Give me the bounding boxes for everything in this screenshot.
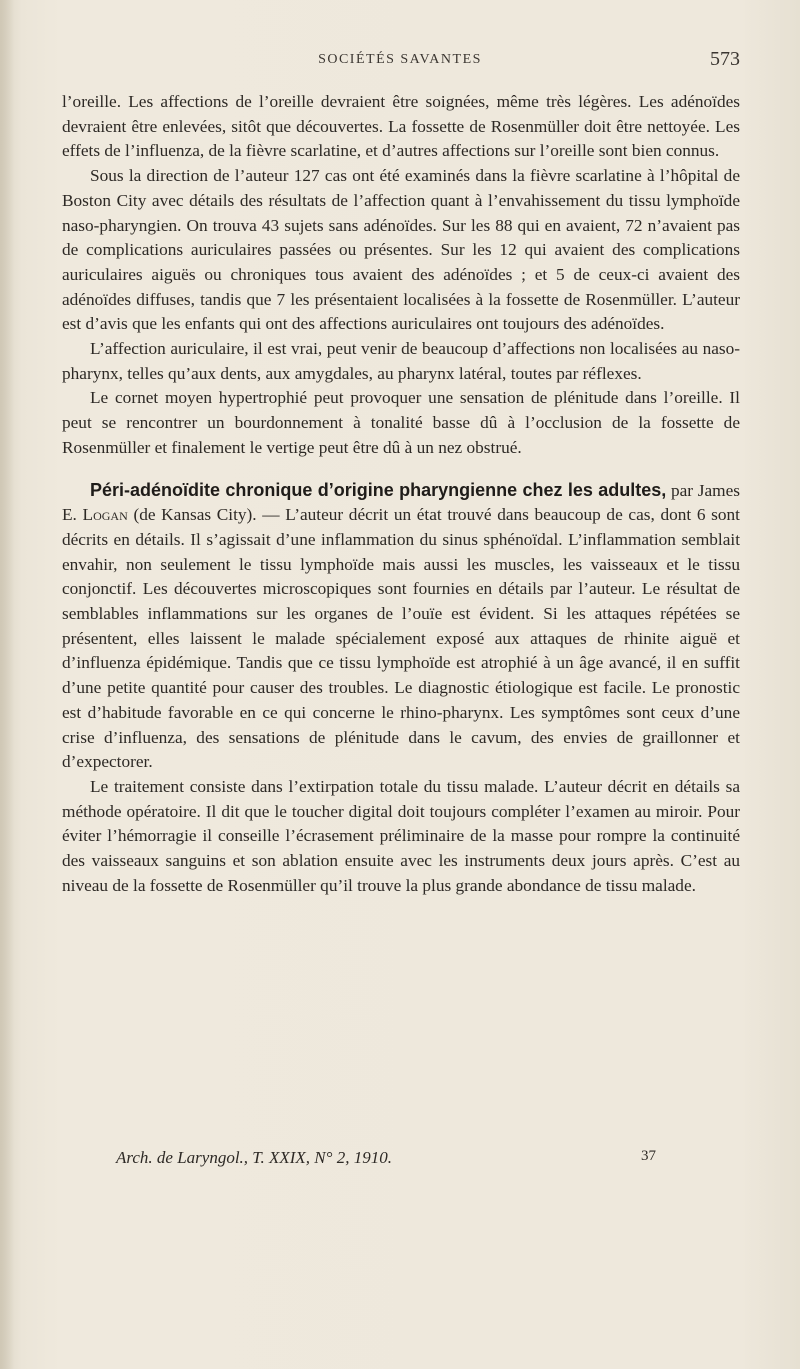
author-prefix: par James E.: [62, 480, 740, 525]
page-header: [60, 48, 740, 78]
running-title: SOCIÉTÉS SAVANTES: [318, 52, 482, 67]
section-text: L’auteur décrit un état trouvé dans beaucoup de cas, dont 6 sont décrits en détails. Il s’agissait d’une inflammation du sinus sphénoïdal. L’inflammation semblait envahir, non seulement le tissu lymphoïde mais aussi les muscles, les vaisseaux et le tissu conjonctif. Les découvertes microscopiques sont fournies en détails par l’auteur. Le résultat de semblables inflammations sur les organes de l’ouïe est évident. Si les attaques répétées se présentent, elles laissent le malade spécialement exposé aux attaques de rhinite aiguë et d’influenza épidémique. Tandis que ce tissu lymphoïde est atrophié à un âge avancé, il en suffit d’une petite quantité pour causer des troubles. Le diagnostic étiologique est facile. Le pronostic est d’habitude favorable en ce qui concerne le rhino-pharynx. Les symptômes sont ceux d’une crise d’influenza, des sensations de plénitude dans le cavum, des envies de graillonner et d’expectorer.: [62, 505, 740, 772]
author-suffix: (de Kansas City). —: [127, 505, 286, 525]
section-entry: [62, 478, 740, 775]
signature-mark: 37: [641, 1148, 656, 1164]
paragraph-study: Sous la direction de l’auteur 127 cas ont été examinés dans la fièvre scarlatine à l’hôpital de Boston City avec détails des résultats de l’affection quant à l’envahissement du tissu lymphoïde naso-pharyngien. On trouva 43 sujets sans adénoïdes. Sur les 88 qui en avaient, 72 n’avaient pas de complications auriculaires passées ou présentes. Sur les 12 qui avaient des complications auriculaires aiguës ou chroniques tous avaient des adénoïdes ; et 5 de ceux-ci avaient des adénoïdes diffuses, tandis que 7 les présentaient localisées à la fossette de Rosenmüller. L’auteur est d’avis que les enfants qui ont des affections auriculaires ont toujours des adénoïdes.: [62, 166, 740, 334]
author-name: Logan: [82, 505, 128, 525]
paragraph-middle-turbinate: Le cornet moyen hypertrophié peut provoquer une sensation de plénitude dans l’oreille. Il peut se rencontrer un bourdonnement à tonalité basse dû à l’occlusion de la fossette de Rosenmüller et finalement le vertige peut être dû à un nez obstrué.: [62, 388, 740, 457]
paragraph-ear-affection: L’affection auriculaire, il est vrai, peut venir de beaucoup d’affections non localisées au naso-pharynx, telles qu’aux dents, aux amygdales, au pharynx latéral, toutes par réflexes.: [62, 339, 740, 383]
page-footer: [116, 1148, 656, 1174]
body-text: [62, 90, 740, 899]
paragraph-treatment: Le traitement consiste dans l’extirpation totale du tissu malade. L’auteur décrit en détails sa méthode opératoire. Il dit que le toucher digital doit toujours compléter l’examen au miroir. Pour éviter l’hémorragie il conseille l’écrasement préliminaire de la masse pour rompre la continuité des vaisseaux sanguins et son ablation ensuite avec les instruments deux jours après. C’est au niveau de la fossette de Rosenmüller qu’il trouve la plus grande abondance de tissu malade.: [62, 776, 740, 895]
citation: Arch. de Laryngol., T. XXIX, N° 2, 1910.: [116, 1148, 392, 1167]
page-edge-shadow: [0, 0, 14, 1369]
section-title: Péri-adénoïdite chronique d’origine pharyngienne chez les adultes,: [90, 479, 667, 500]
page-number: 573: [710, 48, 740, 70]
paragraph-continuation: l’oreille. Les affections de l’oreille devraient être soignées, même très légères. Les adénoïdes devraient être enlevées, sitôt que découvertes. La fossette de Rosenmüller doit être nettoyée. Les effets de l’influenza, de la fièvre scarlatine, et d’autres affections sur l’oreille sont bien connus.: [62, 92, 740, 161]
